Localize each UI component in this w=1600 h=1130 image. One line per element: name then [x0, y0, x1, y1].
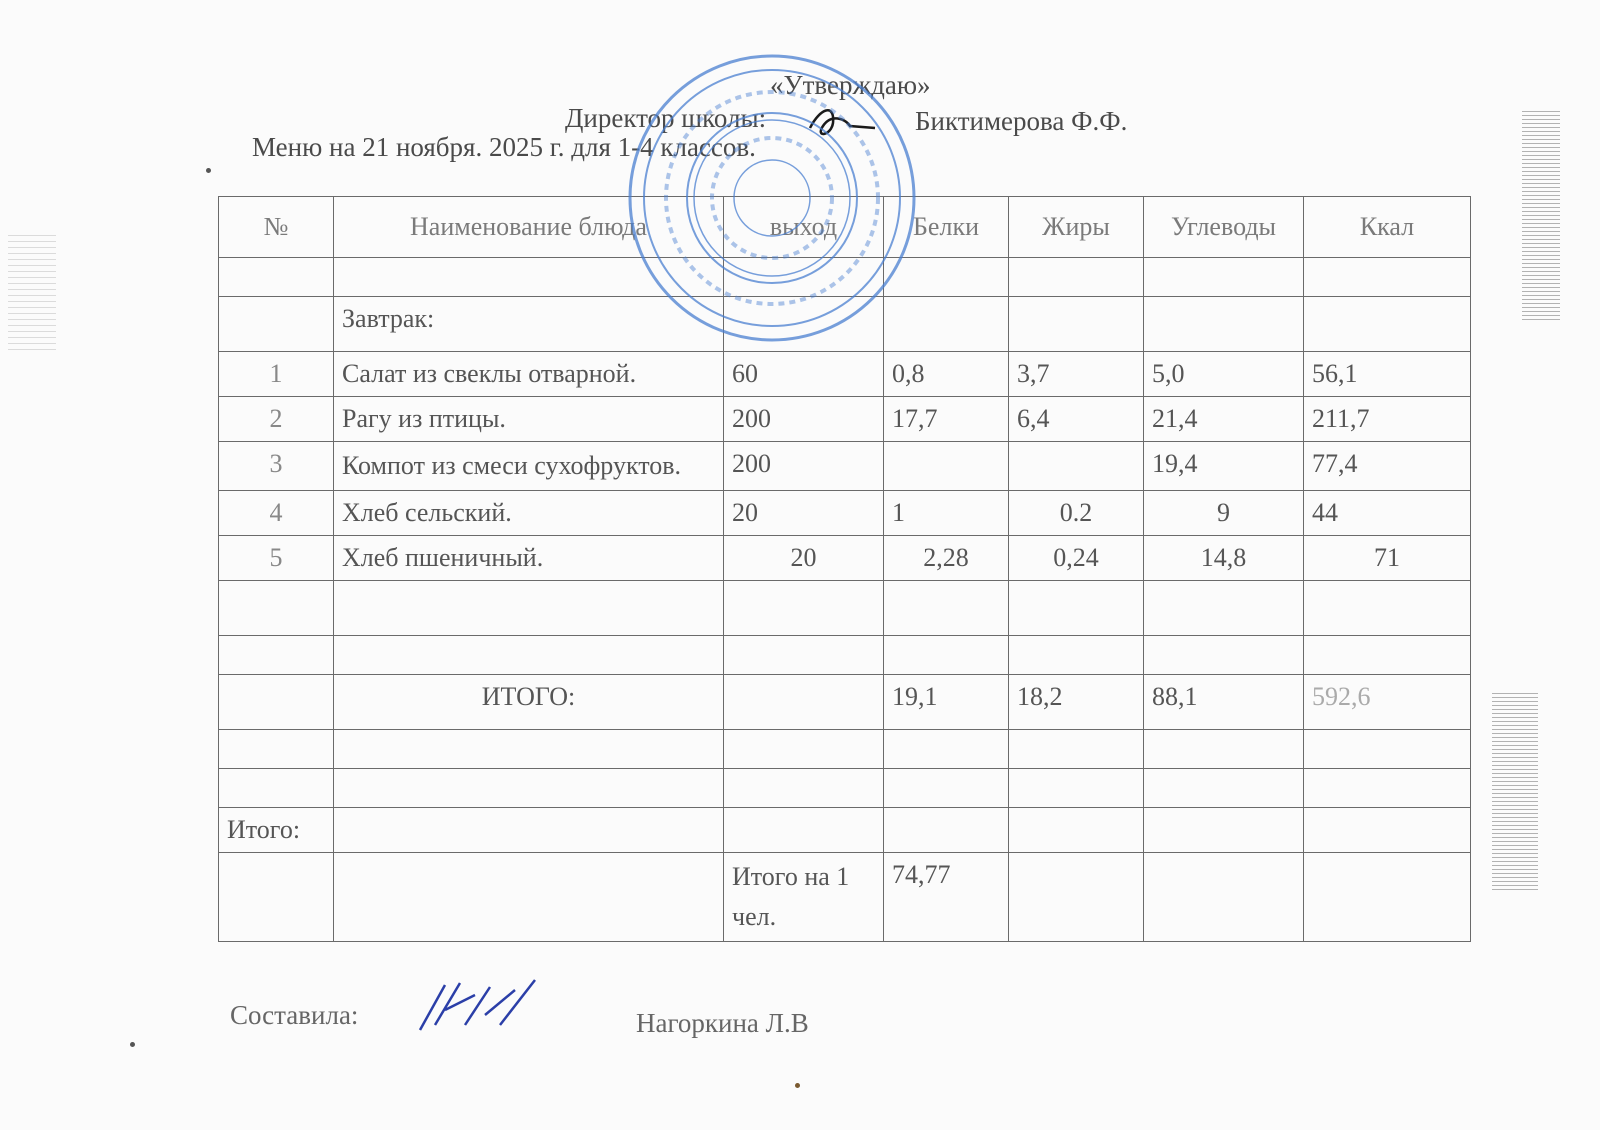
- itogo-label: Итого:: [219, 808, 334, 853]
- dish-fats: [1009, 442, 1144, 491]
- dish-proteins: 1: [884, 491, 1009, 536]
- dish-name: Рагу из птицы.: [334, 397, 724, 442]
- col-fats: Жиры: [1009, 197, 1144, 258]
- table-row-empty: [219, 769, 1471, 808]
- dish-carbs: 14,8: [1144, 536, 1304, 581]
- dish-output: 200: [724, 397, 884, 442]
- table-row: [219, 442, 1471, 491]
- dish-proteins: [884, 442, 1009, 491]
- dish-name: Хлеб сельский.: [334, 491, 724, 536]
- table-row-empty: [219, 636, 1471, 675]
- dish-fats: 6,4: [1009, 397, 1144, 442]
- dish-carbs: 9: [1144, 491, 1304, 536]
- dish-kcal: 44: [1304, 491, 1471, 536]
- total-row: [219, 675, 1471, 730]
- total-kcal: 592,6: [1304, 675, 1471, 730]
- table-row-empty: [219, 730, 1471, 769]
- dish-output: 20: [724, 536, 884, 581]
- per-person-value: 74,77: [884, 853, 1009, 942]
- scan-speck: [130, 1042, 135, 1047]
- menu-title: Меню на 21 ноября. 2025 г. для 1-4 классов.: [252, 132, 756, 162]
- table-row: [219, 491, 1471, 536]
- total-proteins: 19,1: [884, 675, 1009, 730]
- director-label: Директор школы:: [565, 103, 767, 133]
- dish-fats: 3,7: [1009, 352, 1144, 397]
- dish-output: 200: [724, 442, 884, 491]
- dish-output: 60: [724, 352, 884, 397]
- scan-speck: [795, 1083, 800, 1088]
- dish-carbs: 19,4: [1144, 442, 1304, 491]
- row-number: 5: [219, 536, 334, 581]
- dish-kcal: 71: [1304, 536, 1471, 581]
- table-row: [219, 397, 1471, 442]
- itogo-row: [219, 808, 1471, 853]
- dish-proteins: 0,8: [884, 352, 1009, 397]
- approval-heading: «Утверждаю»: [770, 70, 931, 100]
- table-row: [219, 536, 1471, 581]
- col-carbs: Углеводы: [1144, 197, 1304, 258]
- dish-name: Компот из смеси сухофруктов.: [334, 442, 724, 491]
- scan-edge-artifact: [1522, 110, 1560, 320]
- dish-name: Салат из свеклы отварной.: [334, 352, 724, 397]
- col-number: №: [219, 197, 334, 258]
- scan-edge-artifact: [1492, 690, 1538, 890]
- dish-fats: 0.2: [1009, 491, 1144, 536]
- compiled-by-name: Нагоркина Л.В: [636, 1008, 809, 1038]
- dish-carbs: 5,0: [1144, 352, 1304, 397]
- per-person-row: [219, 853, 1471, 942]
- total-carbs: 88,1: [1144, 675, 1304, 730]
- compiled-by-label: Составила:: [230, 1000, 359, 1030]
- dish-carbs: 21,4: [1144, 397, 1304, 442]
- row-number: 1: [219, 352, 334, 397]
- col-dish-name: Наименование блюда: [334, 197, 724, 258]
- dish-output: 20: [724, 491, 884, 536]
- table-row: [219, 352, 1471, 397]
- dish-fats: 0,24: [1009, 536, 1144, 581]
- per-person-label: Итого на 1 чел.: [724, 853, 884, 942]
- dish-kcal: 77,4: [1304, 442, 1471, 491]
- dish-kcal: 211,7: [1304, 397, 1471, 442]
- school-seal: [622, 48, 922, 348]
- dish-name: Хлеб пшеничный.: [334, 536, 724, 581]
- total-fats: 18,2: [1009, 675, 1144, 730]
- director-name: Биктимерова Ф.Ф.: [915, 106, 1128, 136]
- total-label: ИТОГО:: [334, 675, 724, 730]
- col-output: выход: [724, 197, 884, 258]
- col-proteins: Белки: [884, 197, 1009, 258]
- table-row-empty: [219, 581, 1471, 636]
- row-number: 4: [219, 491, 334, 536]
- dish-proteins: 17,7: [884, 397, 1009, 442]
- scan-edge-artifact: [8, 230, 56, 350]
- dish-proteins: 2,28: [884, 536, 1009, 581]
- row-number: 3: [219, 442, 334, 491]
- dish-kcal: 56,1: [1304, 352, 1471, 397]
- section-label: Завтрак:: [334, 297, 724, 352]
- scan-speck: [206, 168, 211, 173]
- row-number: 2: [219, 397, 334, 442]
- compiler-signature: [415, 975, 545, 1035]
- col-kcal: Ккал: [1304, 197, 1471, 258]
